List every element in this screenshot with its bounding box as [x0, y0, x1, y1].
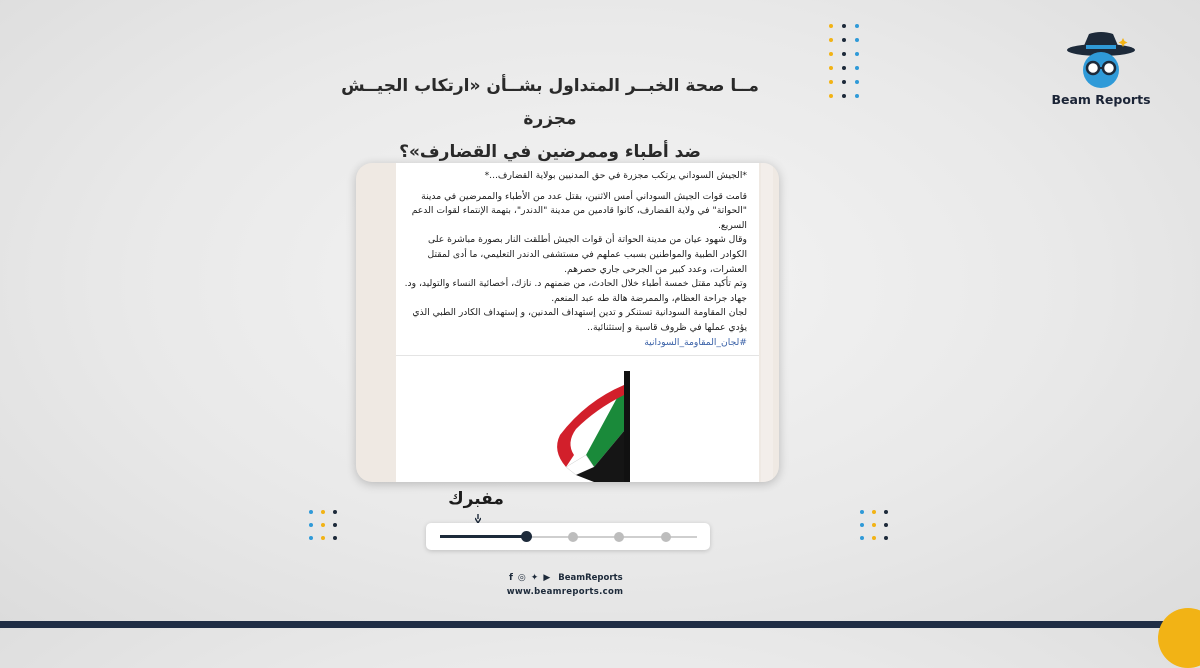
youtube-icon[interactable]: ▶: [543, 573, 551, 583]
decorative-dots-top: [829, 24, 859, 98]
rating-step-4: [614, 532, 624, 542]
social-links: [509, 573, 623, 583]
post-hashtag[interactable]: #لجان_المقاومة_السودانية: [644, 336, 747, 348]
decorative-dots-right: [860, 510, 888, 540]
website-url[interactable]: www.beamreports.com: [506, 587, 624, 597]
headline-line-1: مــا صحة الخبــر المتداول بشــأن «ارتكاب الجيــش مجزرة: [341, 76, 759, 129]
brand-name: Beam Reports: [1051, 92, 1151, 107]
detective-logo-icon: [1061, 30, 1141, 90]
rating-step-3: [568, 532, 578, 542]
post-paragraph: قامت قوات الجيش السوداني أمس الاثنين، بقتل عدد من الأطباء والممرضين في مدينة "الحواتة" في ولاية القضارف، كانوا قادمين من مدينة "الدندر"، بتهمة الإنتماء لقوات الدعم السريع.: [411, 190, 747, 231]
rating-fill: [440, 535, 525, 538]
rating-step-2: [521, 531, 532, 542]
claim-screenshot: [356, 163, 779, 482]
brand-logo: [1046, 30, 1156, 107]
verdict-pointer-icon: [475, 514, 481, 523]
post-paragraph: لجان المقاومة السودانية تستنكر و تدين إستهداف المدنين، و إستهداف الكادر الطبي الذي يؤدي عملها في ظروف قاسية و إستثنائية..: [412, 307, 747, 333]
post-paragraph: وقال شهود عيان من مدينة الحواتة أن قوات الجيش أطلقت النار بصورة مباشرة على الكوادر الطبية والمواطنين بسبب عملهم في مستشفى الدندر التعليمي، ما أدى لمقتل العشرات، وعدد كبير من الجرحى جاري حصرهم.: [427, 234, 747, 275]
social-post: [396, 163, 759, 482]
post-lead: *الجيش السوداني يرتكب مجزرة في حق المدنيين بولاية القضارف...*: [484, 170, 747, 181]
decorative-dots-left: [309, 510, 337, 540]
headline-line-2: ضد أطباء وممرضين في القضارف»؟: [399, 142, 701, 162]
facebook-icon[interactable]: f: [509, 573, 513, 583]
bottom-strip: [0, 621, 1200, 628]
instagram-icon[interactable]: ◎: [517, 573, 526, 583]
twitter-icon[interactable]: ✦: [530, 573, 539, 583]
verdict-label: مفبرك: [448, 489, 504, 509]
scrollbar: [761, 163, 773, 482]
corner-decoration: [1158, 608, 1200, 668]
post-divider: [396, 355, 759, 356]
social-handle: BeamReports: [558, 573, 623, 583]
post-paragraph: وتم تأكيد مقتل خمسة أطباء خلال الحادث، من ضمنهم د. نازك، أخصائية النساء والتوليد، ود. جهاد جراحة العظام، والممرضة هالة طه عبد المنعم.: [404, 278, 747, 304]
sudan-flag-ribbon-image: [546, 371, 636, 482]
headline: [330, 70, 770, 169]
verdict-rating-meter: [426, 523, 710, 550]
post-body: [396, 163, 759, 350]
rating-step-5: [661, 532, 671, 542]
